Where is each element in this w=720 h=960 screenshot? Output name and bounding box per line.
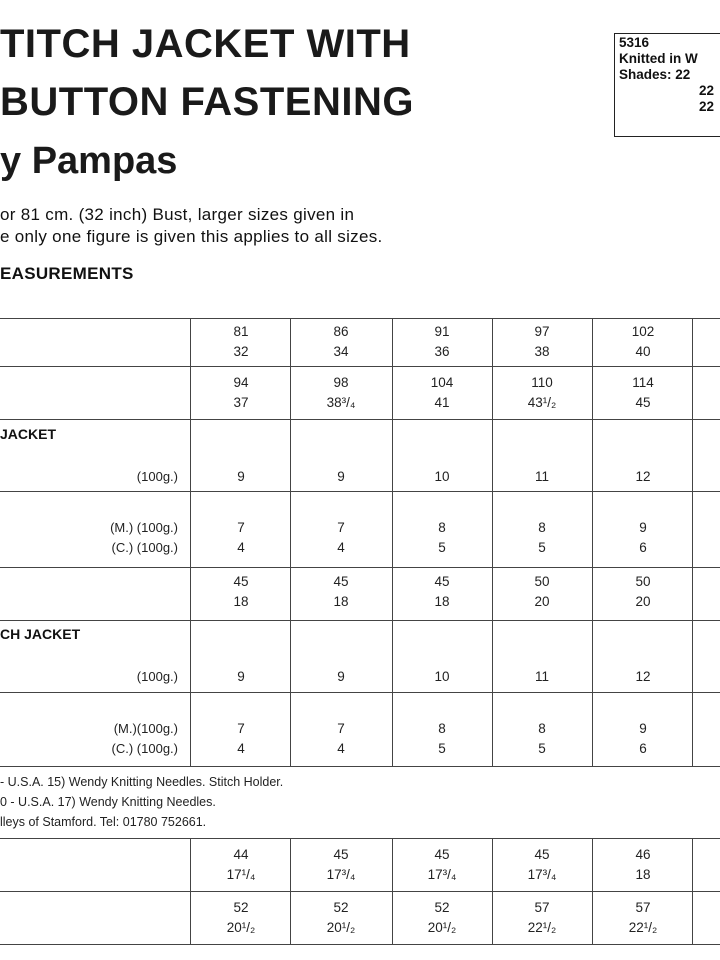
size-in: 38 bbox=[534, 344, 550, 359]
contrast-colour-label: (C.) (100g.) bbox=[111, 741, 178, 756]
measurement-in: 17³/₄ bbox=[326, 867, 356, 882]
actual-cm: 94 bbox=[233, 375, 249, 390]
contrast-colour-quantity: 4 bbox=[337, 741, 345, 756]
needles-note: - U.S.A. 15) Wendy Knitting Needles. Stitch Holder. bbox=[0, 775, 284, 789]
measurement-cm: 52 bbox=[434, 900, 450, 915]
actual-in: 37 bbox=[233, 395, 249, 410]
actual-in: 38³/₄ bbox=[326, 395, 356, 410]
actual-cm: 110 bbox=[531, 375, 553, 390]
measurement-in: 22¹/₂ bbox=[527, 920, 557, 935]
pattern-info-box bbox=[614, 33, 720, 137]
measurement-in: 17³/₄ bbox=[527, 867, 557, 882]
yarn-quantity: 10 bbox=[434, 469, 450, 484]
intro-line-2: e only one figure is given this applies to all sizes. bbox=[0, 227, 383, 246]
yarn-weight-label: (100g.) bbox=[136, 469, 178, 484]
measurement-in: 17³/₄ bbox=[427, 867, 457, 882]
contrast-colour-quantity: 5 bbox=[538, 741, 546, 756]
contrast-colour-label: (C.) (100g.) bbox=[111, 540, 178, 555]
shades-line-2: 22 bbox=[699, 83, 715, 98]
size-cm: 91 bbox=[434, 324, 450, 339]
size-in: 34 bbox=[333, 344, 349, 359]
main-colour-quantity: 9 bbox=[639, 520, 647, 535]
length-in: 18 bbox=[233, 594, 249, 609]
measurement-cm: 44 bbox=[233, 847, 249, 862]
measurement-in: 20¹/₂ bbox=[226, 920, 256, 935]
yarn-quantity: 11 bbox=[534, 469, 549, 484]
yarn-quantity: 9 bbox=[337, 669, 345, 684]
measurement-cm: 45 bbox=[434, 847, 450, 862]
size-in: 36 bbox=[434, 344, 450, 359]
length-cm: 50 bbox=[534, 574, 550, 589]
contrast-colour-quantity: 6 bbox=[639, 741, 647, 756]
actual-in: 41 bbox=[434, 395, 450, 410]
length-in: 20 bbox=[534, 594, 550, 609]
yarn-name-title: y Pampas bbox=[0, 140, 178, 182]
size-cm: 81 bbox=[233, 324, 249, 339]
measurement-cm: 46 bbox=[635, 847, 651, 862]
measurement-cm: 57 bbox=[635, 900, 651, 915]
measurement-in: 18 bbox=[635, 867, 651, 882]
measurement-cm: 52 bbox=[233, 900, 249, 915]
intro-line-1: or 81 cm. (32 inch) Bust, larger sizes given in bbox=[0, 205, 355, 224]
contrast-colour-quantity: 5 bbox=[438, 741, 446, 756]
size-intro bbox=[0, 204, 383, 248]
section-heading-stitch-jacket: CH JACKET bbox=[0, 626, 81, 642]
length-in: 18 bbox=[434, 594, 450, 609]
yarn-quantity: 9 bbox=[237, 669, 245, 684]
length-cm: 45 bbox=[233, 574, 249, 589]
measurement-in: 20¹/₂ bbox=[427, 920, 457, 935]
main-colour-quantity: 7 bbox=[337, 721, 345, 736]
main-colour-label: (M.) (100g.) bbox=[110, 520, 178, 535]
yarn-quantity: 11 bbox=[534, 669, 549, 684]
measurement-in: 17¹/₄ bbox=[226, 867, 256, 882]
contrast-colour-quantity: 4 bbox=[337, 540, 345, 555]
length-cm: 50 bbox=[635, 574, 651, 589]
pattern-title-line-1: TITCH JACKET WITH bbox=[0, 22, 411, 66]
pattern-title-line-2: BUTTON FASTENING bbox=[0, 80, 414, 124]
yarn-quantity: 9 bbox=[337, 469, 345, 484]
contrast-colour-quantity: 6 bbox=[639, 540, 647, 555]
main-colour-quantity: 7 bbox=[337, 520, 345, 535]
main-colour-quantity: 8 bbox=[438, 520, 446, 535]
measurement-cm: 57 bbox=[534, 900, 550, 915]
actual-cm: 114 bbox=[632, 375, 654, 390]
measurement-cm: 45 bbox=[333, 847, 349, 862]
actual-in: 43¹/₂ bbox=[527, 395, 557, 410]
main-colour-quantity: 7 bbox=[237, 721, 245, 736]
yarn-quantity: 12 bbox=[635, 669, 651, 684]
measurement-cm: 52 bbox=[333, 900, 349, 915]
size-cm: 97 bbox=[534, 324, 550, 339]
needles-note-2: 0 - U.S.A. 17) Wendy Knitting Needles. bbox=[0, 795, 216, 809]
contrast-colour-quantity: 5 bbox=[438, 540, 446, 555]
main-colour-quantity: 8 bbox=[438, 721, 446, 736]
size-in: 32 bbox=[233, 344, 249, 359]
length-cm: 45 bbox=[333, 574, 349, 589]
size-cm: 86 bbox=[333, 324, 349, 339]
measurement-in: 20¹/₂ bbox=[326, 920, 356, 935]
size-in: 40 bbox=[635, 344, 651, 359]
length-cm: 45 bbox=[434, 574, 450, 589]
size-cm: 102 bbox=[631, 324, 655, 339]
length-in: 18 bbox=[333, 594, 349, 609]
main-colour-quantity: 7 bbox=[237, 520, 245, 535]
main-colour-quantity: 8 bbox=[538, 520, 546, 535]
section-heading-jacket: JACKET bbox=[0, 426, 57, 442]
knitted-in-text: Knitted in W bbox=[619, 51, 698, 66]
contrast-colour-quantity: 4 bbox=[237, 540, 245, 555]
actual-in: 45 bbox=[635, 395, 651, 410]
main-colour-quantity: 8 bbox=[538, 721, 546, 736]
yarn-quantity: 12 bbox=[635, 469, 651, 484]
supplier-note: lleys of Stamford. Tel: 01780 752661. bbox=[0, 815, 207, 829]
pattern-number: 5316 bbox=[619, 35, 650, 50]
yarn-quantity: 9 bbox=[237, 469, 245, 484]
measurement-cm: 45 bbox=[534, 847, 550, 862]
shades-line-1: Shades: 22 bbox=[619, 67, 691, 82]
measurements-heading: EASUREMENTS bbox=[0, 264, 134, 283]
yarn-weight-label: (100g.) bbox=[136, 669, 178, 684]
shades-line-3: 22 bbox=[699, 99, 715, 114]
actual-cm: 104 bbox=[430, 375, 454, 390]
contrast-colour-quantity: 5 bbox=[538, 540, 546, 555]
contrast-colour-quantity: 4 bbox=[237, 741, 245, 756]
length-in: 20 bbox=[635, 594, 651, 609]
measurement-in: 22¹/₂ bbox=[628, 920, 658, 935]
main-colour-quantity: 9 bbox=[639, 721, 647, 736]
yarn-quantity: 10 bbox=[434, 669, 450, 684]
actual-cm: 98 bbox=[333, 375, 349, 390]
main-colour-label: (M.)(100g.) bbox=[113, 721, 178, 736]
